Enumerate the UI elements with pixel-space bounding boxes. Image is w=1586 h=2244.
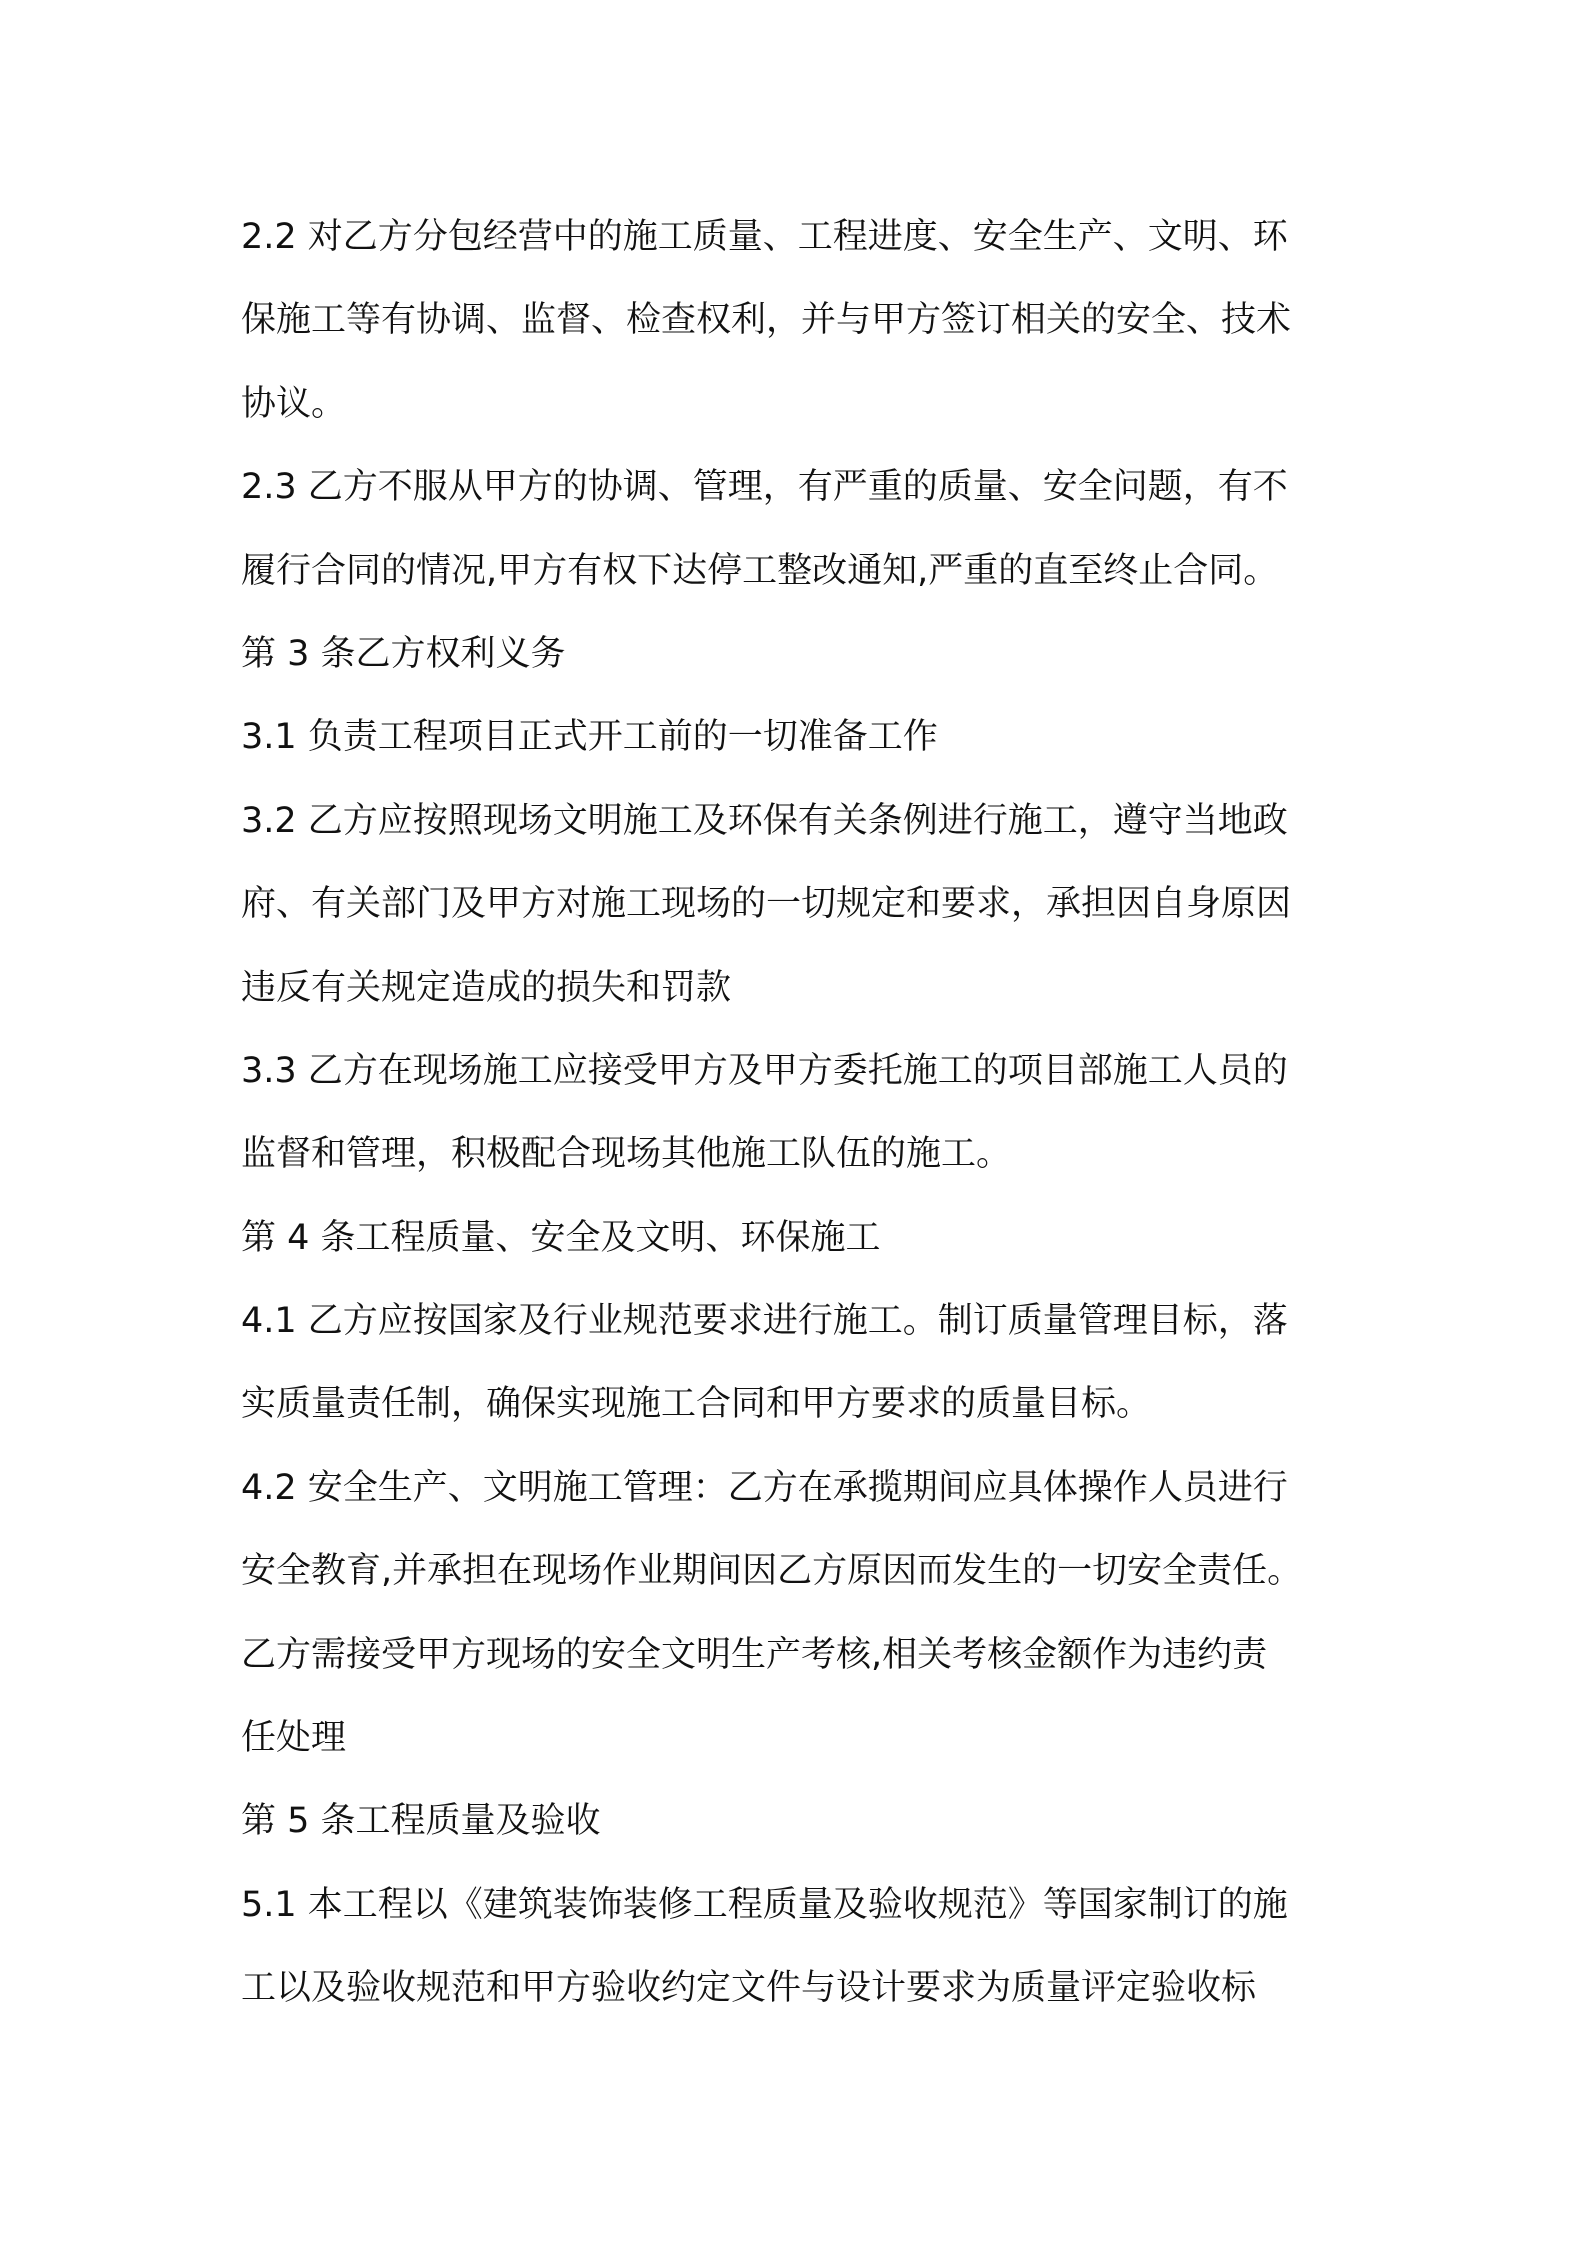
document-body	[241, 196, 1361, 2031]
section-heading: 第 3 条乙方权利义务	[241, 633, 566, 674]
text-line: 乙方需接受甲方现场的安全文明生产考核,相关考核金额作为违约责	[241, 1634, 1268, 1675]
text-line: 违反有关规定造成的损失和罚款	[241, 967, 732, 1008]
text-line: 4.2 安全生产、文明施工管理：乙方在承揽期间应具体操作人员进行	[241, 1467, 1288, 1508]
text-line: 3.3 乙方在现场施工应接受甲方及甲方委托施工的项目部施工人员的	[241, 1050, 1288, 1091]
text-line: 工以及验收规范和甲方验收约定文件与设计要求为质量评定验收标	[241, 1968, 1257, 2009]
text-line: 3.2 乙方应按照现场文明施工及环保有关条例进行施工，遵守当地政	[241, 800, 1288, 841]
section-heading: 第 5 条工程质量及验收	[241, 1801, 601, 1842]
text-line: 履行合同的情况,甲方有权下达停工整改通知,严重的直至终止合同。	[241, 550, 1279, 591]
text-line: 协议。	[241, 383, 347, 424]
text-line: 3.1 负责工程项目正式开工前的一切准备工作	[241, 717, 938, 758]
text-line: 2.2 对乙方分包经营中的施工质量、工程进度、安全生产、文明、环	[241, 217, 1288, 257]
text-line: 监督和管理，积极配合现场其他施工队伍的施工。	[241, 1134, 1012, 1175]
text-line: 保施工等有协调、监督、检查权利，并与甲方签订相关的安全、技术	[241, 300, 1292, 341]
text-line: 2.3 乙方不服从甲方的协调、管理，有严重的质量、安全问题，有不	[241, 467, 1288, 508]
text-line: 安全教育,并承担在现场作业期间因乙方原因而发生的一切安全责任。	[241, 1551, 1303, 1592]
text-line: 实质量责任制，确保实现施工合同和甲方要求的质量目标。	[241, 1384, 1152, 1425]
text-line: 4.1 乙方应按国家及行业规范要求进行施工。制订质量管理目标，落	[241, 1301, 1288, 1342]
text-line: 任处理	[241, 1718, 347, 1759]
text-line: 府、有关部门及甲方对施工现场的一切规定和要求，承担因自身原因	[241, 884, 1292, 925]
text-line: 5.1 本工程以《建筑装饰装修工程质量及验收规范》等国家制订的施	[241, 1884, 1288, 1925]
section-heading: 第 4 条工程质量、安全及文明、环保施工	[241, 1217, 881, 1258]
